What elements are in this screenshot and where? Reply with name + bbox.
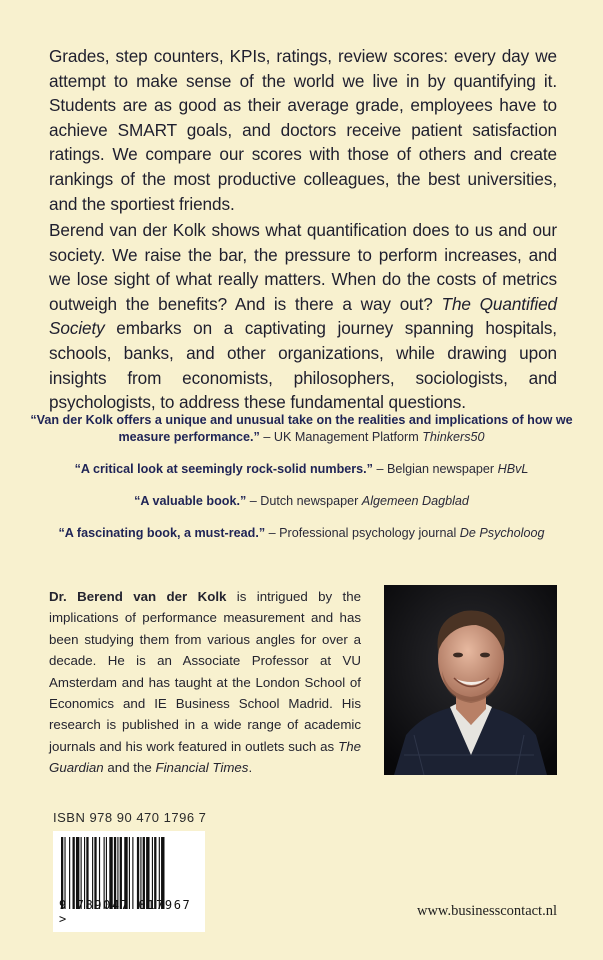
quote-source: – Belgian newspaper: [372, 462, 498, 476]
bio-text: and the: [103, 760, 156, 776]
author-portrait-illustration: [384, 585, 557, 775]
review-quote: [30, 493, 573, 510]
quote-publication: Algemeen Dagblad: [361, 494, 469, 508]
barcode: [53, 831, 205, 932]
quote-source: – Dutch newspaper: [246, 494, 362, 508]
quote-text: “A valuable book.”: [134, 494, 247, 508]
quote-source: – UK Management Platform: [259, 430, 423, 444]
blurb-text: Berend van der Kolk shows what quantification does to us and our society. We raise the bar, the pressure to perform increases, and we lose sight of what really matters. When do the costs of metrics outweigh the benefits? And is there a way out?: [49, 220, 557, 314]
bio-text: .: [248, 760, 253, 776]
outlet-name: The Guardian: [49, 738, 361, 776]
publisher-url[interactable]: www.businesscontact.nl: [416, 903, 557, 919]
quote-text: “A fascinating book, a must-read.”: [58, 526, 266, 540]
author-photo: [384, 585, 557, 775]
quote-text: “Van der Kolk offers a unique and unusual take on the realities and implications of how we measure performance.”: [30, 413, 573, 444]
book-title: The Quantified Society: [49, 293, 558, 339]
quote-publication: HBvL: [497, 462, 529, 476]
review-quote: [30, 525, 573, 542]
barcode-digits: 9 789047 017967 >: [59, 898, 192, 926]
quote-publication: De Psycholoog: [459, 526, 545, 540]
quote-text: “A critical look at seemingly rock-solid numbers.”: [74, 462, 373, 476]
review-quote: [30, 412, 573, 446]
author-bio: [49, 586, 361, 779]
blurb-paragraph-2: [49, 218, 557, 415]
blurb-text: embarks on a captivating journey spanning hospitals, schools, banks, and other organizations, while drawing upon insights from economists, philosophers, sociologists, and psychologists, to address these fundamental questions.: [49, 318, 557, 413]
bio-text: is intrigued by the implications of performance measurement and has been studying them from various angles for over a decade. He is an Associate Professor at VU Amsterdam and has taught at the London School of Economics and IE Business School Madrid. His research is published in a wide range of academic journals and his work featured in outlets such as: [49, 589, 361, 754]
quote-publication: Thinkers50: [422, 430, 485, 444]
review-quotes: [30, 412, 573, 557]
blurb-paragraph-1: Grades, step counters, KPIs, ratings, review scores: every day we attempt to make sense of the world we live in by quantifying it. Students are as good as their average grade, employees have to achieve SMART goals, and doctors receive patient satisfaction ratings. We compare our scores with those of others and create rankings of the most productive colleagues, the best universities, and the sportiest friends.: [49, 46, 557, 214]
review-quote: [30, 461, 573, 478]
author-name: Dr. Berend van der Kolk: [49, 589, 227, 604]
quote-source: – Professional psychology journal: [265, 526, 460, 540]
isbn-number: ISBN 978 90 470 1796 7: [53, 810, 207, 825]
outlet-name: Financial Times: [155, 760, 249, 776]
